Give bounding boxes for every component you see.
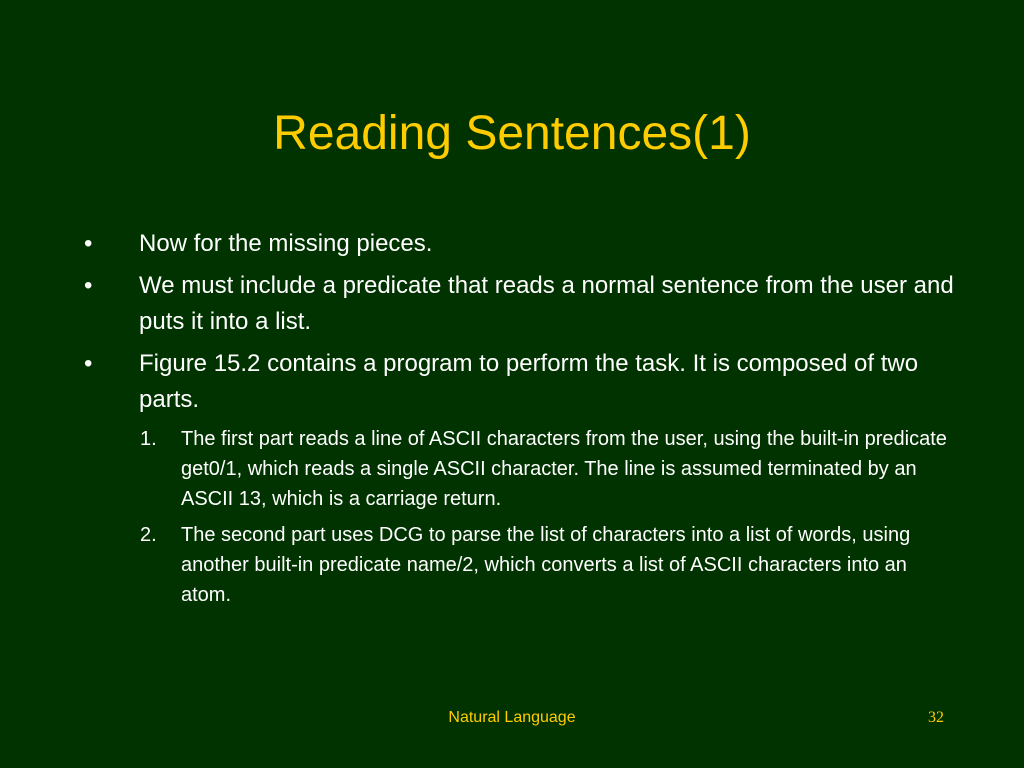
bullet-text: Figure 15.2 contains a program to perform the task. It is composed of two parts. (139, 350, 919, 413)
slide-body (84, 226, 954, 616)
bullet-text: We must include a predicate that reads a normal sentence from the user and puts it into a list. (139, 272, 954, 335)
bullet-item (84, 226, 954, 262)
bullet-mark: • (84, 272, 93, 299)
bullet-mark: • (84, 350, 93, 377)
bullet-item (84, 346, 954, 418)
page-number: 32 (928, 709, 944, 726)
item-number: 2. (140, 524, 157, 546)
footer-text: Natural Language (448, 709, 576, 726)
numbered-item (84, 520, 954, 610)
item-text: The first part reads a line of ASCII characters from the user, using the built-in predicate get0/1, which reads a single ASCII character. The line is assumed terminated by an ASCII 13, which is a carriage return. (181, 428, 947, 510)
numbered-item (84, 424, 954, 514)
bullet-mark: • (84, 230, 93, 257)
item-number: 1. (140, 428, 157, 450)
item-text: The second part uses DCG to parse the list of characters into a list of words, using another built-in predicate name/2, which converts a list of ASCII characters into an atom. (181, 524, 911, 606)
bullet-item (84, 268, 954, 340)
slide-title: Reading Sentences(1) (273, 107, 751, 160)
bullet-text: Now for the missing pieces. (139, 230, 433, 257)
